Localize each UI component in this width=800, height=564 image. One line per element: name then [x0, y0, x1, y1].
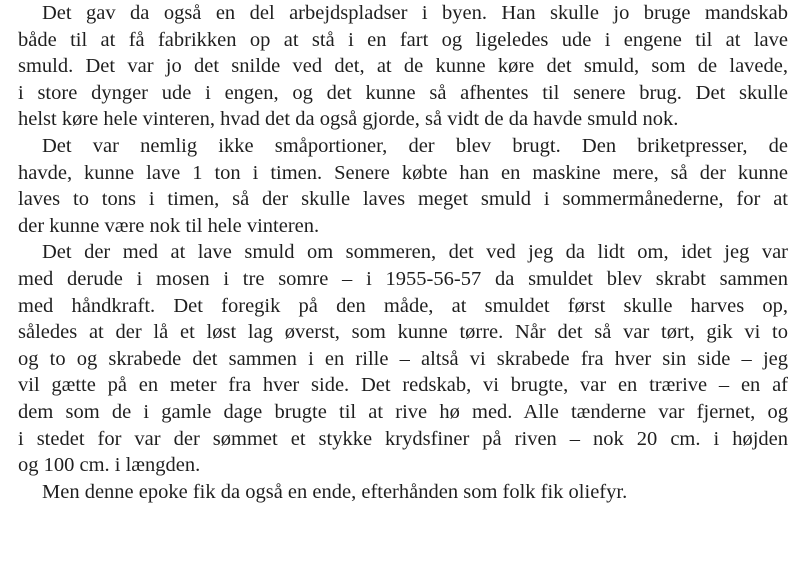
- text-line: smuld. Det var jo det snilde ved det, at de kunne køre det smuld, som de lavede,: [18, 55, 788, 78]
- text-line: havde, kunne lave 1 ton i timen. Senere købte han en maskine mere, så der kunne: [18, 161, 788, 184]
- text-line: vil gætte på en meter fra hver side. Det redskab, vi brugte, var en trærive – en af: [18, 374, 788, 397]
- text-line: dem som de i gamle dage brugte til at rive hø med. Alle tænderne var fjernet, og: [18, 400, 788, 423]
- paragraph-2: [18, 133, 788, 239]
- document-page: [18, 0, 788, 505]
- text-line: og to og skrabede det sammen i en rille – altså vi skrabede fra hver sin side – jeg: [18, 347, 788, 370]
- text-line: i store dynger ude i engen, og det kunne så afhentes til senere brug. Det skulle: [18, 81, 788, 104]
- text-line: både til at få fabrikken op at stå i en fart og ligeledes ude i engene til at lave: [18, 28, 788, 51]
- paragraph-1: [18, 0, 788, 133]
- text-line: og 100 cm. i længden.: [18, 454, 201, 477]
- text-line: med derude i mosen i tre somre – i 1955-56-57 da smuldet blev skrabt sammen: [18, 267, 788, 290]
- text-line: i stedet for var der sømmet et stykke krydsfiner på riven – nok 20 cm. i højden: [18, 427, 788, 450]
- text-line: Men denne epoke fik da også en ende, efterhånden som folk fik oliefyr.: [42, 480, 628, 503]
- text-line: Det der med at lave smuld om sommeren, det ved jeg da lidt om, idet jeg var: [42, 241, 788, 264]
- text-line: med håndkraft. Det foregik på den måde, at smuldet først skulle harves op,: [18, 294, 788, 317]
- paragraph-4: [18, 479, 788, 506]
- text-line: laves to tons i timen, så der skulle laves meget smuld i sommermånederne, for at: [18, 188, 788, 211]
- paragraph-3: [18, 239, 788, 478]
- text-line: Det gav da også en del arbejdspladser i byen. Han skulle jo bruge mandskab: [42, 2, 788, 24]
- text-line: der kunne være nok til hele vinteren.: [18, 214, 320, 237]
- text-line: Det var nemlig ikke småportioner, der blev brugt. Den briketpresser, de: [42, 134, 788, 157]
- text-line: således at der lå et løst lag øverst, som kunne tørre. Når det så var tørt, gik vi to: [18, 321, 788, 344]
- text-line: helst køre hele vinteren, hvad det da også gjorde, så vidt de da havde smuld nok.: [18, 108, 679, 131]
